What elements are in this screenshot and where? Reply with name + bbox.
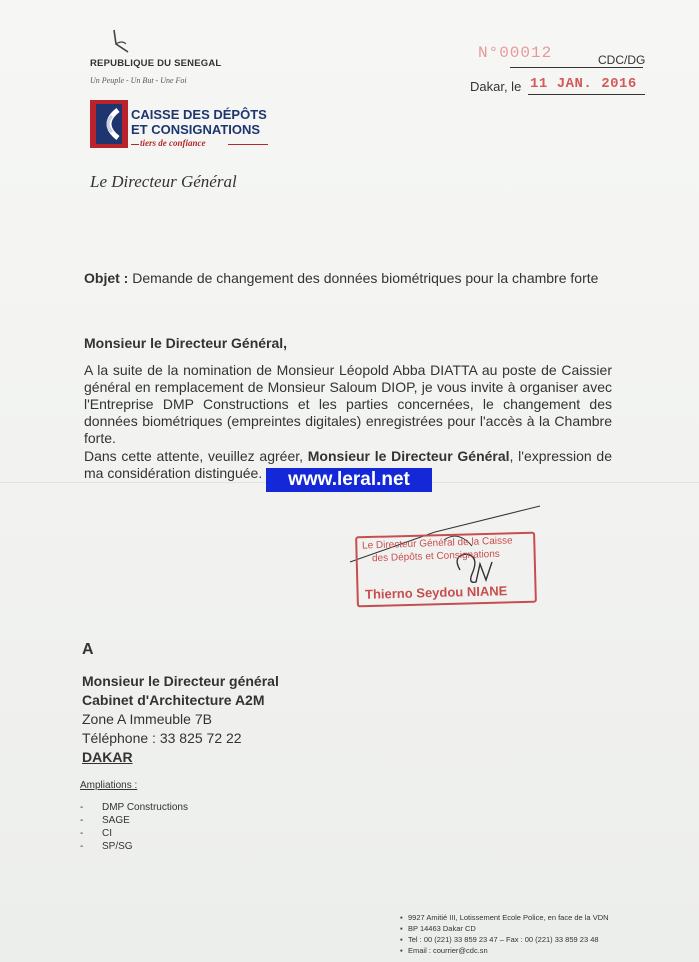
footer-po-box: ▪ BP 14463 Dakar CD [400,924,476,933]
subject-text: Demande de changement des données biométriques pour la chambre forte [128,270,599,286]
ampliations-title: Ampliations : [80,780,138,791]
ampliation-item: - CI [80,828,112,839]
date-stamp: 11 JAN. 2016 [530,76,637,92]
org-name-line2: ET CONSIGNATIONS [131,122,261,137]
org-tagline: tiers de confiance [140,138,206,148]
ampliation-label: SAGE [102,815,130,826]
reference-number: N°00012 [478,44,553,62]
date-underline [528,94,645,95]
leral-watermark: www.leral.net [266,468,432,492]
cdc-logo-icon [90,100,128,148]
signatory-title: Le Directeur Général [90,172,237,191]
stamp-line-2: des Dépôts et Consignations [371,548,501,565]
recipient-phone: Téléphone : 33 825 72 22 [82,730,242,746]
ampliation-label: SP/SG [102,841,133,852]
closing-before: Dans cette attente, veuillez agréer, [84,448,308,464]
republic-title: REPUBLIQUE DU SENEGAL [90,58,222,69]
republic-motto: Un Peuple - Un But - Une Foi [90,76,187,85]
reference-suffix: CDC/DG [598,53,646,67]
footer-phone-fax-text: Tel : 00 (221) 33 859 23 47 – Fax : 00 (221) 33 859 23 48 [408,935,599,944]
recipient-city: DAKAR [82,749,133,765]
ampliation-item: - SP/SG [80,841,133,852]
stamp-signatory-name: Thierno Seydou NIANE [364,583,508,602]
footer-address: ▪ 9927 Amitié III, Lotissement Ecole Police, en face de la VDN [400,913,609,922]
stamp-line-1: Le Directeur Général de la Caisse [361,535,513,552]
closing-after: , l'expression de ma considération distinguée. [84,448,612,481]
subject-label: Objet : [84,270,129,286]
reference-underline [510,67,643,68]
ampliation-label: CI [102,828,112,839]
tagline-rule-right [228,144,268,145]
date-label: Dakar, le [470,79,522,94]
subject-line [84,270,598,287]
ampliation-item: - SAGE [80,815,130,826]
recipient-address: Zone A Immeuble 7B [82,711,212,727]
closing-bold: Monsieur le Directeur Général [307,448,510,464]
tagline-rule-left [131,144,139,145]
footer-phone-fax: ▪ Tel : 00 (221) 33 859 23 47 – Fax : 00 (221) 33 859 23 48 [400,935,599,944]
greeting: Monsieur le Directeur Général, [84,335,288,351]
org-name-line1: CAISSE DES DÉPÔTS [131,107,267,122]
recipient-company: Cabinet d'Architecture A2M [82,692,265,708]
footer-email-text: Email : courrier@cdc.sn [408,946,488,955]
body-paragraph-1: A la suite de la nomination de Monsieur Léopold Abba DIATTA au poste de Caissier général en remplacement de Monsieur Saloum DIOP, je vous invite à organiser avec l'Entreprise DMP Constructions et les parties concernées, le changement des données biométriques (empreintes digitales) enregistrées pour l'accès à la Chambre forte. [84,362,612,446]
recipient-prefix: A [82,641,94,658]
footer-address-text: 9927 Amitié III, Lotissement Ecole Police, en face de la VDN [408,913,609,922]
ampliation-item: - DMP Constructions [80,802,188,813]
republic-emblem-icon [108,28,134,56]
ampliation-label: DMP Constructions [102,802,188,813]
footer-po-box-text: BP 14463 Dakar CD [408,924,476,933]
recipient-title: Monsieur le Directeur général [82,673,279,689]
footer-email: ▪ Email : courrier@cdc.sn [400,946,488,955]
